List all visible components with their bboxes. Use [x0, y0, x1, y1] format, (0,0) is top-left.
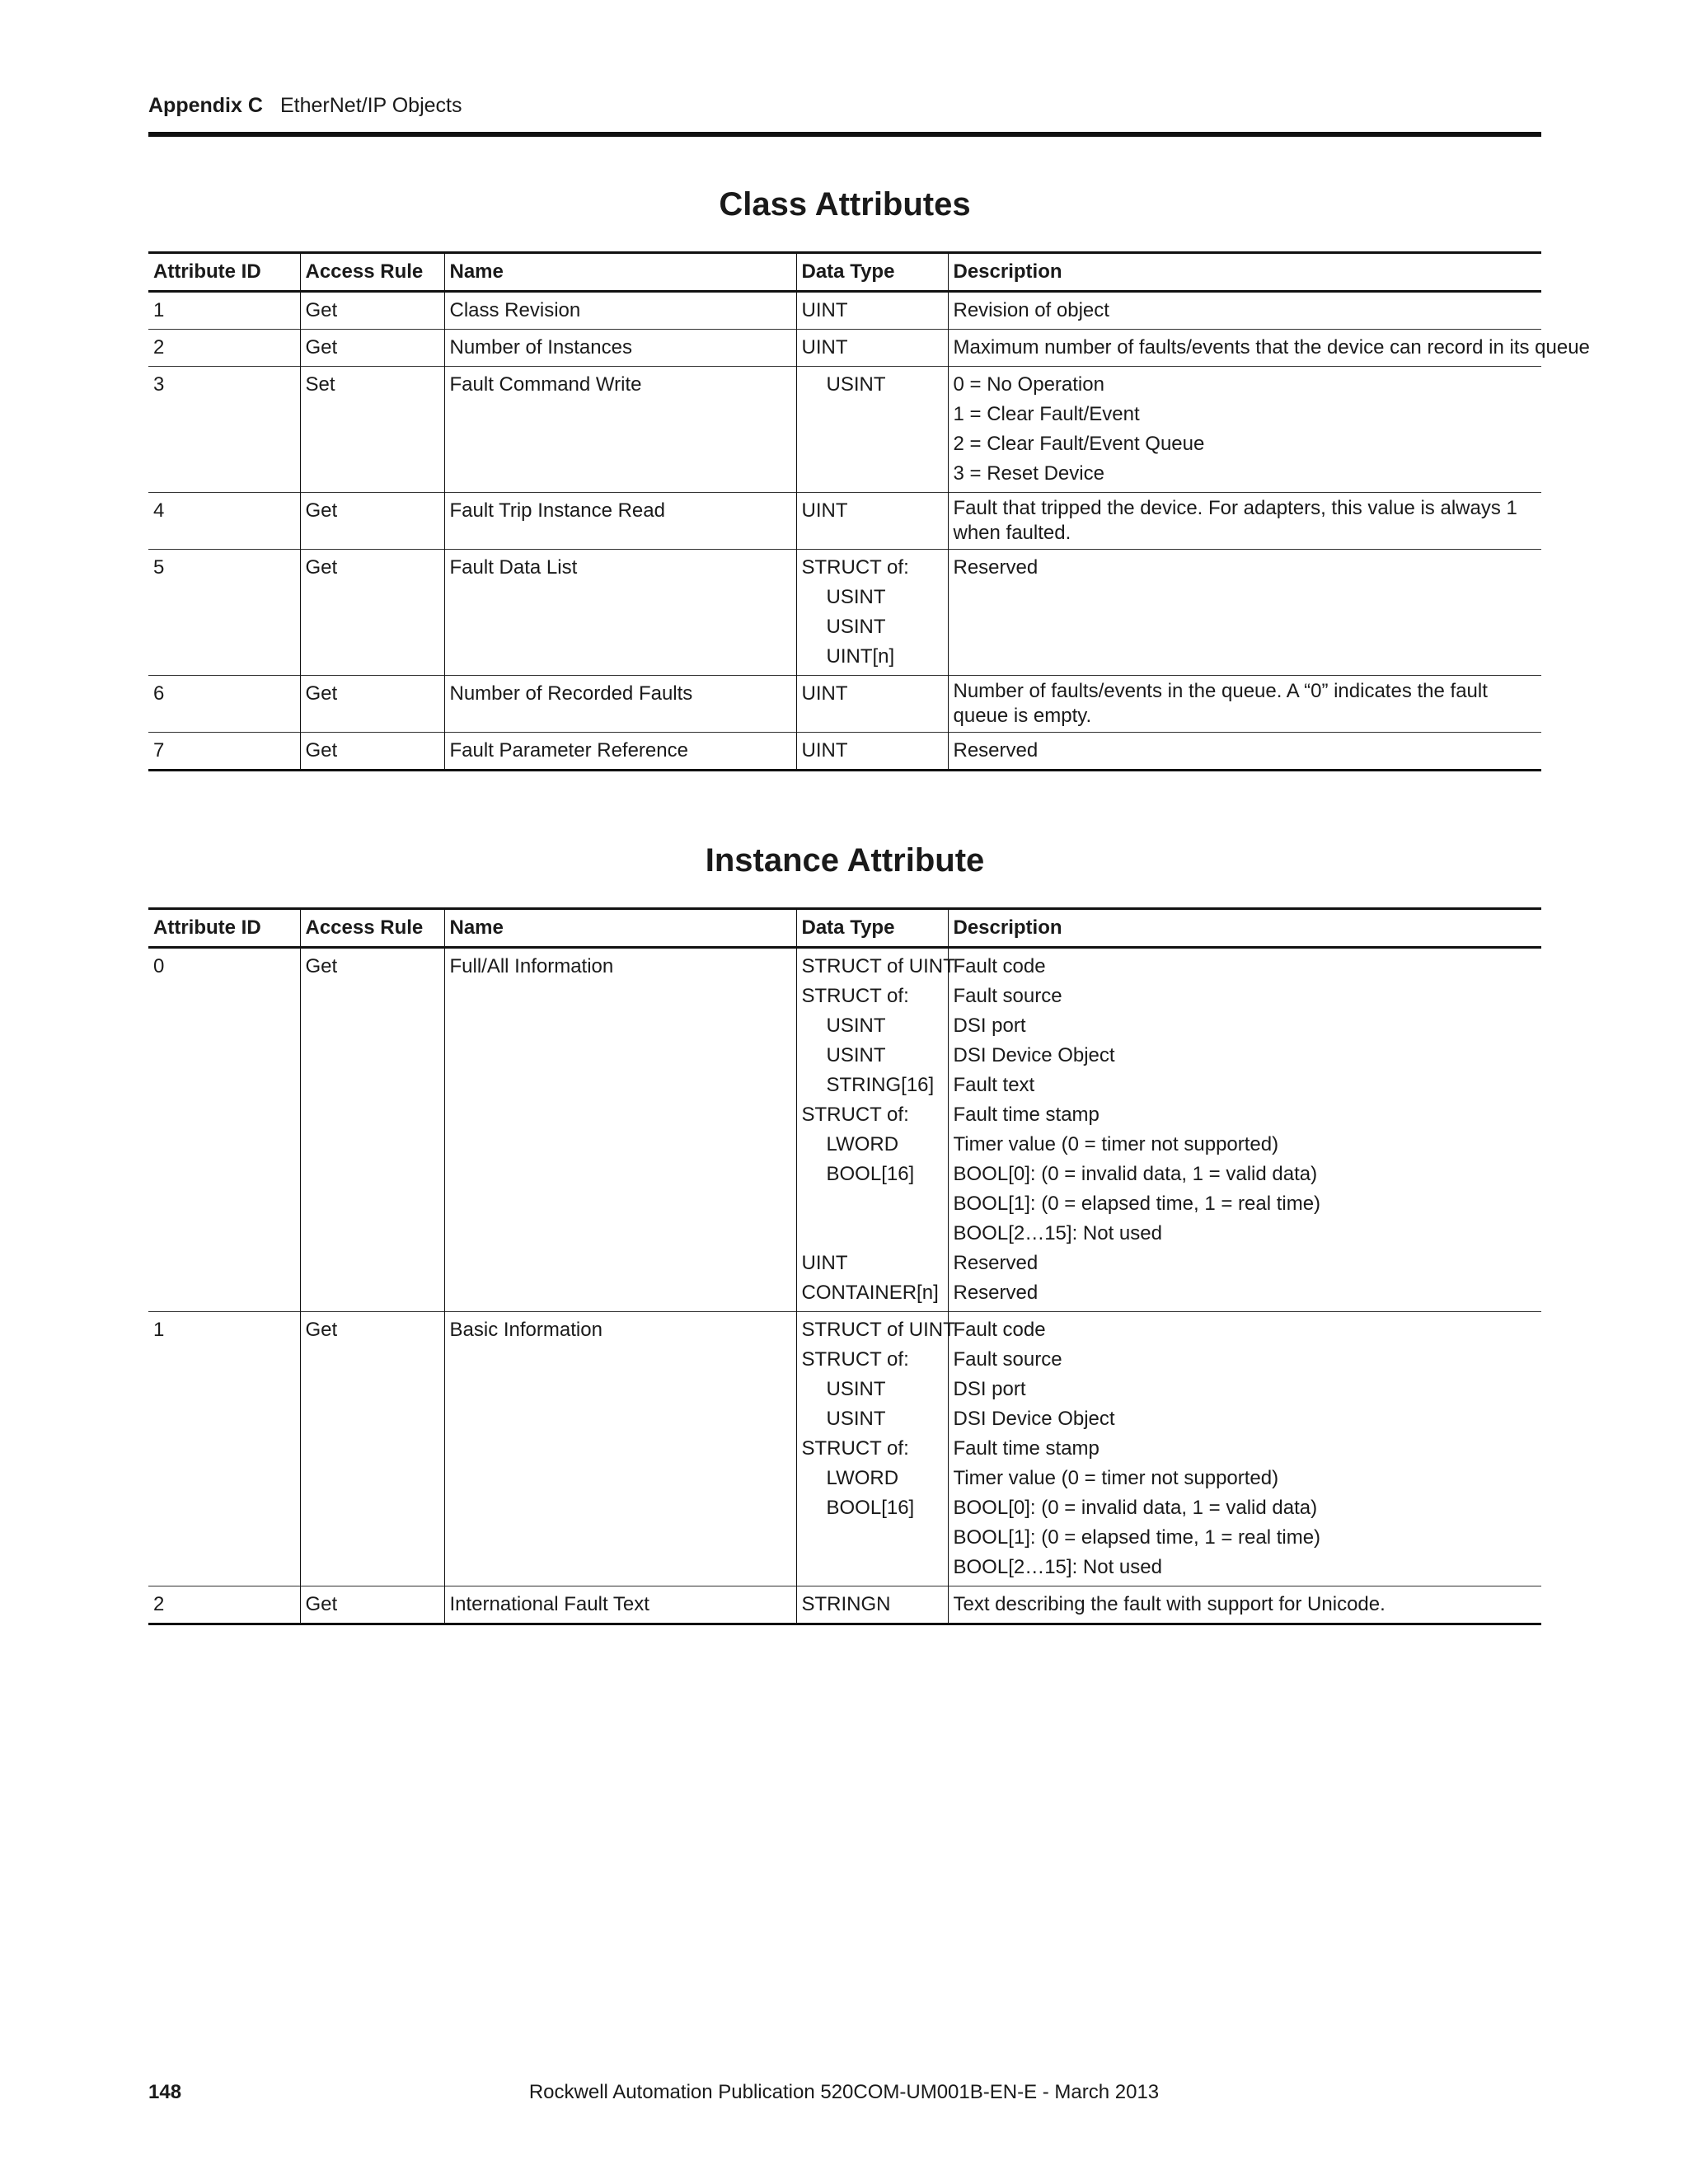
data-type-line: STRUCT of:: [801, 1437, 909, 1460]
column-header: Data Type: [796, 253, 948, 292]
attribute-id-cell: 7: [153, 739, 165, 762]
name-cell: Class Revision: [444, 292, 796, 330]
data-type-line: [802, 1219, 943, 1249]
publication-info: Rockwell Automation Publication 520COM-UM001B-EN-E - March 2013: [528, 2081, 1160, 2103]
description-line: Fault text: [953, 1074, 1035, 1096]
data-type-line: UINT: [801, 336, 848, 359]
table-header-row: [148, 909, 1541, 948]
column-header: Description: [948, 909, 1541, 948]
data-type-line: UINT: [801, 739, 848, 762]
data-type-cell: [796, 1586, 948, 1624]
data-type-line: UINT[n]: [826, 645, 895, 668]
column-header: Attribute ID: [153, 916, 261, 939]
data-type-line: STRUCT of UINT: [801, 955, 955, 977]
column-header: Attribute ID: [153, 260, 261, 283]
name-cell: International Fault Text: [444, 1586, 796, 1624]
data-type-line: BOOL[16]: [826, 1163, 915, 1185]
description-line: 3 = Reset Device: [953, 462, 1104, 485]
data-type-line: UINT: [801, 682, 848, 705]
access-rule-cell: Get: [300, 292, 444, 330]
description-line: BOOL[1]: (0 = elapsed time, 1 = real time): [953, 1526, 1321, 1549]
data-type-line: USINT: [826, 616, 886, 638]
description-cell: [948, 948, 1541, 1312]
description-line: Reserved: [953, 739, 1039, 762]
description-line: Fault code: [953, 955, 1046, 977]
description-line: Fault source: [953, 1348, 1062, 1371]
description-line: BOOL[2…15]: Not used: [953, 1222, 1162, 1244]
data-type-cell: [796, 367, 948, 493]
instance-attribute-table: [148, 907, 1541, 1625]
description-line: Fault source: [953, 985, 1062, 1007]
name-cell: Fault Parameter Reference: [444, 733, 796, 771]
description-line: DSI port: [953, 1378, 1026, 1400]
table-row: [148, 493, 1541, 550]
chapter-title: EtherNet/IP Objects: [280, 94, 462, 117]
data-type-line: UINT: [801, 1252, 848, 1274]
description-line: Timer value (0 = timer not supported): [953, 1467, 1279, 1489]
column-header: Access Rule: [300, 253, 444, 292]
table-row: [148, 1586, 1541, 1624]
class-attributes-title: Class Attributes: [719, 186, 971, 223]
attribute-id-cell: 6: [153, 682, 165, 705]
description-cell: [948, 493, 1541, 550]
description-cell: [948, 367, 1541, 493]
data-type-line: [802, 1523, 943, 1553]
description-line: BOOL[1]: (0 = elapsed time, 1 = real time): [953, 1193, 1321, 1215]
name-cell: Number of Instances: [444, 330, 796, 367]
name-cell: Fault Trip Instance Read: [444, 493, 796, 550]
data-type-line: STRUCT of UINT: [801, 1319, 955, 1341]
description-line: BOOL[0]: (0 = invalid data, 1 = valid data): [953, 1497, 1318, 1519]
table-header-row: [148, 253, 1541, 292]
description-line: Fault time stamp: [953, 1104, 1100, 1126]
access-rule-cell: Get: [300, 1312, 444, 1586]
description-cell: [948, 330, 1590, 367]
data-type-line: STRUCT of:: [801, 985, 909, 1007]
table-row: [148, 1312, 1541, 1586]
attribute-id-cell: 4: [153, 499, 165, 522]
page-number: 148: [148, 2081, 182, 2103]
data-type-line: UINT: [801, 299, 848, 321]
column-header: Name: [444, 909, 796, 948]
table-row: [148, 550, 1541, 676]
data-type-line: [802, 1553, 943, 1582]
description-cell: [948, 676, 1541, 733]
description-line: BOOL[0]: (0 = invalid data, 1 = valid data): [953, 1163, 1318, 1185]
table-row: [148, 330, 1541, 367]
attribute-id-cell: 5: [153, 556, 165, 579]
description-line: Text describing the fault with support for Unicode.: [953, 1593, 1386, 1615]
data-type-cell: [796, 493, 948, 550]
description-line: Reserved: [953, 1252, 1039, 1274]
column-header: Description: [948, 253, 1541, 292]
data-type-line: CONTAINER[n]: [801, 1282, 939, 1304]
attribute-id-cell: 1: [153, 299, 165, 321]
description-line: Maximum number of faults/events that the device can record in its queue: [953, 336, 1590, 359]
table-row: [148, 367, 1541, 493]
description-line: Reserved: [953, 1282, 1039, 1304]
name-cell: Fault Command Write: [444, 367, 796, 493]
data-type-line: USINT: [826, 1015, 886, 1037]
data-type-cell: [796, 676, 948, 733]
description-line: DSI Device Object: [953, 1044, 1115, 1066]
attribute-id-cell: 3: [153, 373, 165, 396]
description-line: Fault code: [953, 1319, 1046, 1341]
data-type-line: USINT: [826, 586, 886, 608]
description-line: Timer value (0 = timer not supported): [953, 1133, 1279, 1155]
description-line: 2 = Clear Fault/Event Queue: [953, 433, 1205, 455]
description-line: 0 = No Operation: [953, 373, 1104, 396]
data-type-line: USINT: [826, 1378, 886, 1400]
appendix-label: Appendix C: [148, 94, 263, 117]
name-cell: Fault Data List: [444, 550, 796, 676]
description-cell: [948, 1312, 1541, 1586]
data-type-cell: [796, 1312, 955, 1586]
data-type-line: STRINGN: [801, 1593, 891, 1615]
column-header: Data Type: [796, 909, 948, 948]
table-row: [148, 676, 1541, 733]
data-type-line: USINT: [826, 1044, 886, 1066]
access-rule-cell: Get: [300, 948, 444, 1312]
access-rule-cell: Get: [300, 676, 444, 733]
attribute-id-cell: 1: [153, 1319, 165, 1341]
class-attributes-table: [148, 251, 1590, 771]
description-text: Fault that tripped the device. For adapters, this value is always 1 when faulted.: [953, 497, 1517, 544]
description-line: DSI Device Object: [953, 1408, 1115, 1430]
data-type-line: STRUCT of:: [801, 1348, 909, 1371]
description-line: BOOL[2…15]: Not used: [953, 1556, 1162, 1578]
data-type-line: [802, 1189, 943, 1219]
description-cell: [948, 733, 1541, 771]
description-line: Fault time stamp: [953, 1437, 1100, 1460]
data-type-line: LWORD: [826, 1467, 899, 1489]
data-type-cell: [796, 330, 948, 367]
description-line: DSI port: [953, 1015, 1026, 1037]
access-rule-cell: Get: [300, 733, 444, 771]
attribute-id-cell: 2: [153, 336, 165, 359]
column-header: Access Rule: [300, 909, 444, 948]
description-text: Number of faults/events in the queue. A “0” indicates the fault queue is empty.: [953, 680, 1488, 727]
access-rule-cell: Get: [300, 493, 444, 550]
data-type-cell: [796, 292, 948, 330]
data-type-cell: [796, 948, 955, 1312]
column-header: Name: [444, 253, 796, 292]
access-rule-cell: Set: [300, 367, 444, 493]
data-type-line: BOOL[16]: [826, 1497, 915, 1519]
page-header: [148, 91, 1541, 137]
data-type-line: USINT: [826, 1408, 886, 1430]
description-cell: [948, 292, 1541, 330]
description-line: 1 = Clear Fault/Event: [953, 403, 1140, 425]
attribute-id-cell: 0: [153, 955, 165, 977]
description-cell: [948, 1586, 1541, 1624]
description-line: Reserved: [953, 556, 1039, 579]
access-rule-cell: Get: [300, 330, 444, 367]
table-row: [148, 733, 1541, 771]
data-type-line: UINT: [801, 499, 848, 522]
name-cell: Basic Information: [444, 1312, 796, 1586]
name-cell: Full/All Information: [444, 948, 796, 1312]
access-rule-cell: Get: [300, 1586, 444, 1624]
attribute-id-cell: 2: [153, 1593, 165, 1615]
data-type-line: USINT: [826, 373, 886, 396]
data-type-cell: [796, 550, 948, 676]
data-type-line: STRUCT of:: [801, 556, 909, 579]
table-row: [148, 948, 1541, 1312]
instance-attribute-title: Instance Attribute: [705, 842, 985, 879]
data-type-line: STRING[16]: [826, 1074, 935, 1096]
data-type-cell: [796, 733, 948, 771]
data-type-line: STRUCT of:: [801, 1104, 909, 1126]
table-row: [148, 292, 1541, 330]
description-cell: [948, 550, 1541, 676]
data-type-line: LWORD: [826, 1133, 899, 1155]
description-line: Revision of object: [953, 299, 1109, 321]
name-cell: Number of Recorded Faults: [444, 676, 796, 733]
access-rule-cell: Get: [300, 550, 444, 676]
